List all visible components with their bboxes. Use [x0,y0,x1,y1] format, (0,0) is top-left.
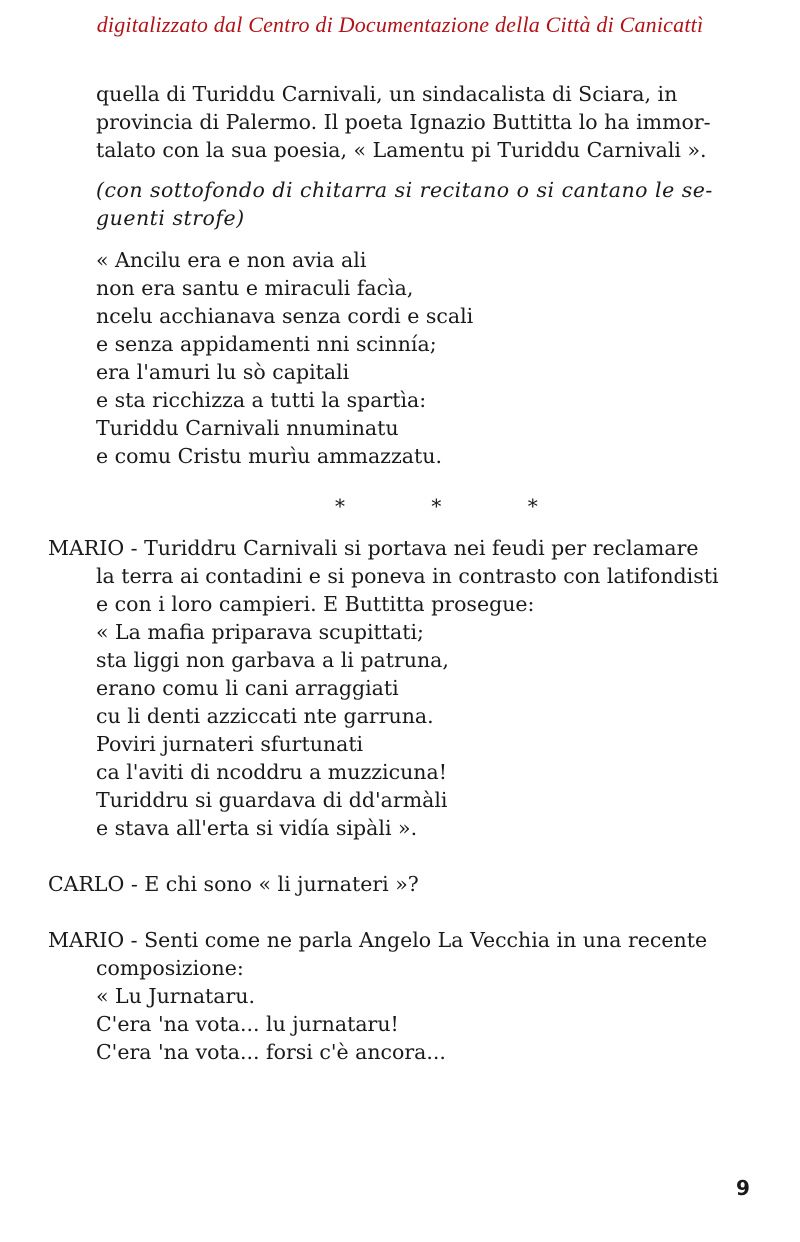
dialogue-block [0,870,800,898]
page-number: 9 [736,1176,750,1200]
verse-line: Turiddu Carnivali nnuminatu [96,416,399,440]
dialogue-line: composizione: [96,956,244,980]
dialogue-line: ca l'aviti di ncoddru a muzzicuna! [96,760,447,784]
dialogue-line: « Lu Jurnataru. [96,984,256,1008]
dialogue-text: - E chi sono « li jurnateri »? [124,872,419,896]
stage-direction-line: guenti strofe) [96,206,245,230]
verse-line: « Ancilu era e non avia ali [96,248,367,272]
dialogue-first-line [48,926,754,954]
intro-line: provincia di Palermo. Il poeta Ignazio Buttitta lo ha immor- [96,110,711,134]
dialogue-continuation [48,562,754,842]
verse-line: ncelu acchianava senza cordi e scali [96,304,474,328]
verse-line: e senza appidamenti nni scinnía; [96,332,437,356]
section-separator: * * * [335,494,578,518]
dialogue-first-line [48,870,754,898]
verse-stanza [0,246,800,470]
dialogue-line: erano comu li cani arraggiati [96,676,399,700]
speaker-name: MARIO [48,536,125,560]
dialogue-block [0,534,800,842]
verse-line: e sta ricchizza a tutti la spartìa: [96,388,427,412]
verse-line: non era santu e miraculi facìa, [96,276,414,300]
dialogue-line: e con i loro campieri. E Buttitta prosegue: [96,592,535,616]
intro-line: quella di Turiddu Carnivali, un sindacalista di Sciara, in [96,82,678,106]
dialogue-first-line [48,534,754,562]
archive-watermark: digitalizzato dal Centro di Documentazione della Città di Canicattì [96,12,704,37]
speaker-name: MARIO [48,928,125,952]
dialogue-continuation [48,954,754,1066]
dialogue-line: « La mafia priparava scupittati; [96,620,424,644]
dialogue-block [0,926,800,1066]
dialogue-line: Poviri jurnateri sfurtunati [96,732,364,756]
dialogue-line: sta liggi non garbava a li patruna, [96,648,449,672]
stage-direction-line: (con sottofondo di chitarra si recitano o si cantano le se- [96,178,713,202]
dialogue-line: C'era 'na vota... lu jurnataru! [96,1012,399,1036]
dialogue-line: Turiddru si guardava di dd'armàli [96,788,448,812]
verse-line: e comu Cristu murìu ammazzatu. [96,444,442,468]
dialogue-line: C'era 'na vota... forsi c'è ancora... [96,1040,446,1064]
stage-direction [0,176,800,232]
verse-line: era l'amuri lu sò capitali [96,360,350,384]
speaker-name: CARLO [48,872,125,896]
dialogue-text: - Senti come ne parla Angelo La Vecchia in una recente [124,928,708,952]
intro-paragraph [0,80,800,164]
dialogue-line: la terra ai contadini e si poneva in contrasto con latifondisti [96,564,719,588]
dialogue-line: cu li denti azziccati nte garruna. [96,704,434,728]
dialogue-text: - Turiddru Carnivali si portava nei feudi per reclamare [124,536,699,560]
dialogue-line: e stava all'erta si vidía sipàli ». [96,816,418,840]
page-body [0,80,800,1066]
intro-line: talato con la sua poesia, « Lamentu pi Turiddu Carnivali ». [96,138,707,162]
